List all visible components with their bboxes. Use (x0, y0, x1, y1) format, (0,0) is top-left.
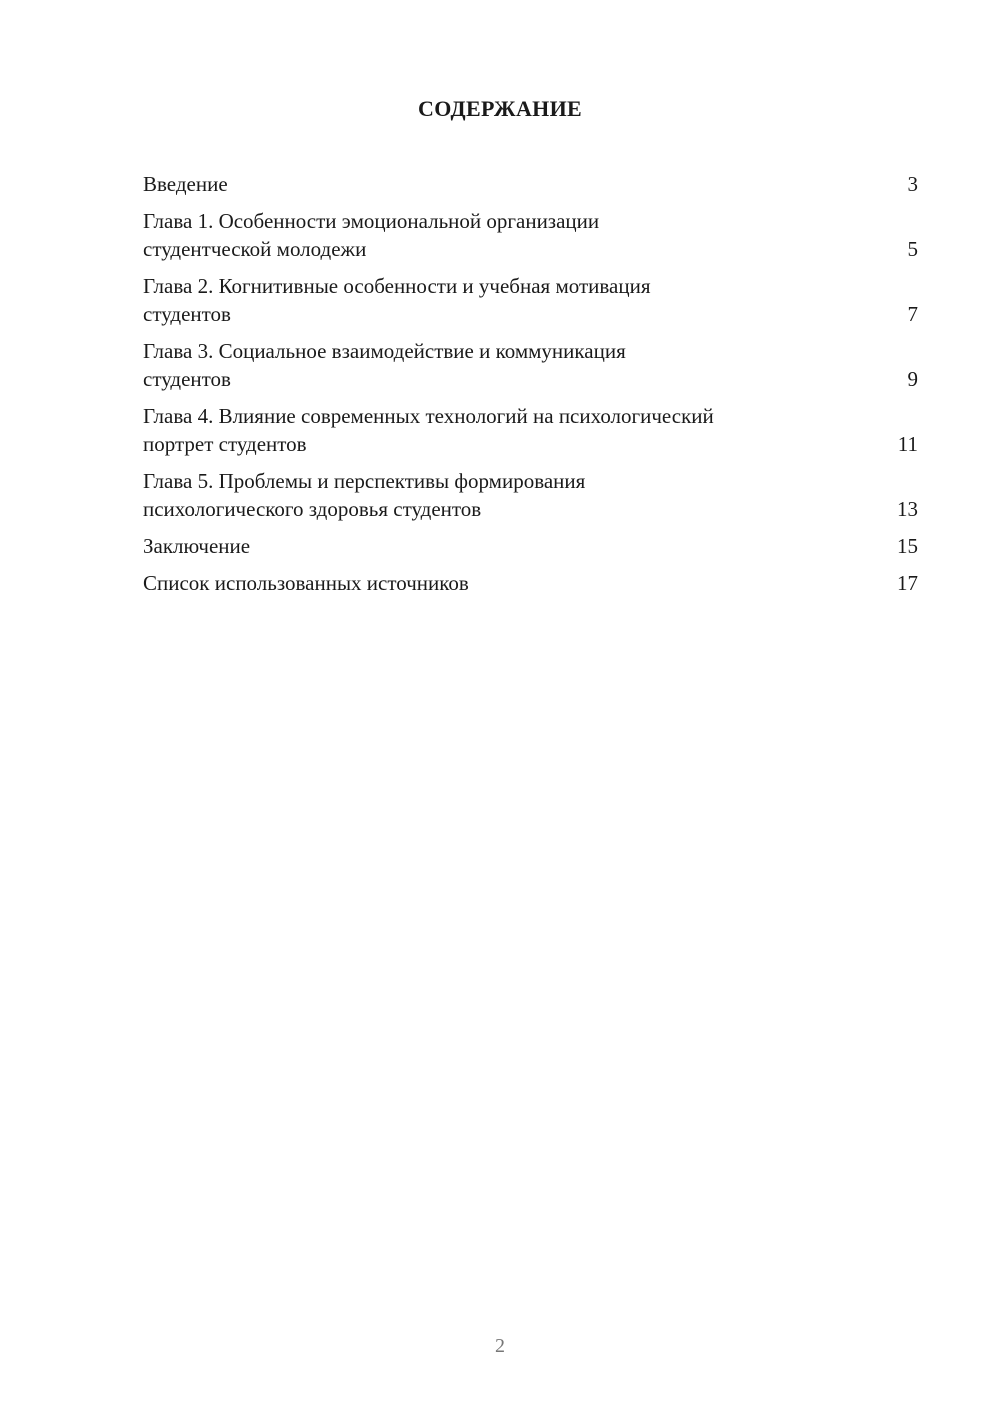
toc-entry-page: 17 (897, 571, 918, 595)
toc-entry-label: Заключение (143, 534, 251, 558)
toc-entry-label: Список использованных источников (143, 571, 469, 595)
page-number: 2 (495, 1335, 505, 1357)
toc-entry-page: 15 (897, 534, 918, 558)
toc-entry-introduction[interactable] (143, 170, 918, 198)
toc-entry-label: Глава 5. Проблемы и перспективы формирования психологического здоровья студентов (143, 469, 586, 521)
toc-entry-page: 11 (897, 432, 918, 456)
toc-entry-label: Глава 2. Когнитивные особенности и учебная мотивация студентов (143, 274, 651, 326)
toc-entry-chapter-3[interactable] (143, 337, 918, 393)
toc-entry-chapter-4[interactable] (143, 402, 918, 458)
page-title: СОДЕРЖАНИЕ (418, 96, 582, 121)
toc-entry-page: 7 (907, 302, 918, 326)
toc-entry-chapter-2[interactable] (143, 272, 918, 328)
toc-entry-page: 13 (897, 497, 918, 521)
toc-entry-label: Глава 4. Влияние современных технологий на психологический портрет студентов (143, 404, 714, 456)
toc-entry-label: Введение (143, 172, 228, 196)
toc-entry-page: 3 (907, 172, 918, 196)
toc-entry-chapter-5[interactable] (143, 467, 918, 523)
toc-entry-page: 5 (907, 237, 918, 261)
toc-entry-label: Глава 1. Особенности эмоциональной организации студентческой молодежи (143, 209, 600, 261)
toc-entry-label: Глава 3. Социальное взаимодействие и коммуникация студентов (143, 339, 626, 391)
toc-entry-chapter-1[interactable] (143, 207, 918, 263)
toc-entry-conclusion[interactable] (143, 532, 918, 560)
toc-entry-page: 9 (907, 367, 918, 391)
table-of-contents (143, 170, 918, 606)
toc-entry-references[interactable] (143, 569, 918, 597)
